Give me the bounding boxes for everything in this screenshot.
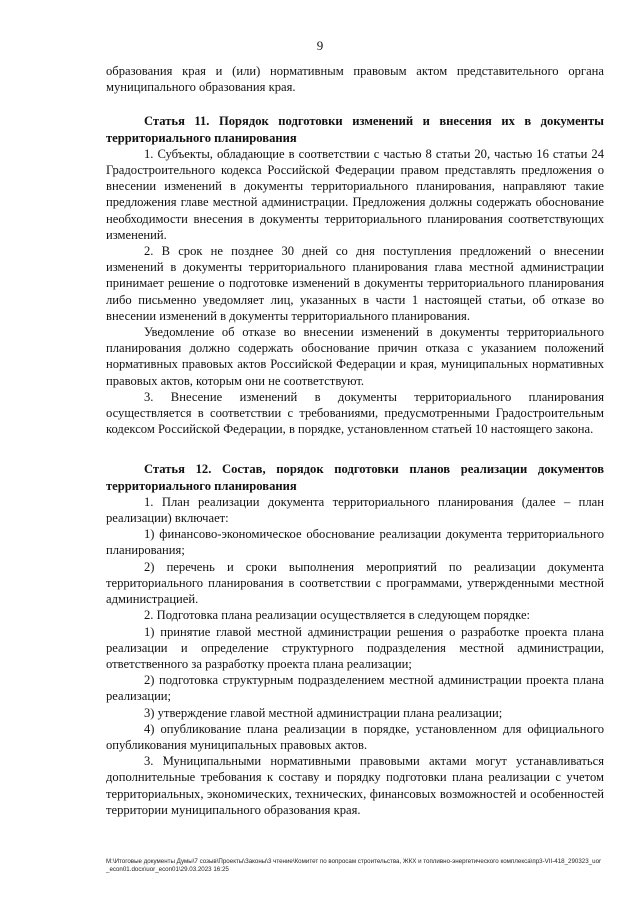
document-body: [106, 63, 604, 818]
article-12-paragraph: 3. Муниципальными нормативными правовыми актами могут устанавливаться дополнительные требования к составу и порядку подготовки плана реализации с учетом территориальных, экономических, технических, финансовых возможностей и особенностей территории муниципального образования края.: [106, 754, 604, 817]
article-11-paragraph: 2. В срок не позднее 30 дней со дня поступления предложений о внесении изменений в документы территориального планирования глава местной администрации принимает решение о подготовке изменений в документы территориального планирования либо письменно уведомляет лиц, указанных в части 1 настоящей статьи, об отказе во внесении изменений в документы территориального планирования.: [106, 244, 604, 323]
page-number: 9: [316, 38, 324, 53]
intro-paragraph: образования края и (или) нормативным правовым актом представительного органа муниципального образования края.: [106, 64, 604, 95]
article-12-list-item: 2) подготовка структурным подразделением местной администрации проекта плана реализации;: [106, 673, 604, 704]
article-12-list-item: 4) опубликование плана реализации в порядке, установленном для официального опубликования муниципальных правовых актов.: [106, 721, 604, 752]
file-path-footer: М:\Итоговые документы Думы\7 созыв\Проекты\Законы\3 чтение\Комитет по вопросам строительства, ЖКХ и топливно-энергетического комплекса\пр3-VII-418_290323_uor_econ01.docx\uor_econ01\29.03.2023 16:25: [106, 858, 602, 873]
article-12-list-item: 1) финансово-экономическое обоснование реализации документа территориального планирования;: [106, 527, 604, 558]
article-12-paragraph: 2. Подготовка плана реализации осуществляется в следующем порядке:: [144, 608, 531, 623]
article-12-list-item: 1) принятие главой местной администрации решения о разработке проекта плана реализации и определение структурного подразделения местной администрации, ответственного за разработку проекта плана реализации;: [106, 624, 604, 671]
article-11-paragraph: 1. Субъекты, обладающие в соответствии с частью 8 статьи 20, частью 16 статьи 24 Градостроительного кодекса Российской Федерации правом представлять предложения о внесении изменений в документы территориального планирования, направляют такие предложения главе местной администрации. Предложения должны содержать обоснование необходимости внесения в документы территориального планирования соответствующих изменений.: [106, 146, 604, 242]
article-12-paragraph: 1. План реализации документа территориального планирования (далее – план реализации) включает:: [106, 494, 604, 526]
article-12-list-item: 2) перечень и сроки выполнения мероприятий по реализации документа территориального планирования в соответствии с программами, утвержденными местной администрацией.: [106, 559, 604, 607]
article-11-paragraph: Уведомление об отказе во внесении изменений в документы территориального планирования должно содержать обоснование причин отказа с указанием положений нормативных правовых актов Российской Федерации и края, муниципальных нормативных правовых актов, которым они не соответствуют.: [106, 325, 604, 388]
article-11-heading: Статья 11. Порядок подготовки изменений и внесения их в документы территориального планирования: [106, 114, 604, 145]
article-12-list-item: 3) утверждение главой местной администрации плана реализации;: [144, 705, 503, 720]
article-11-paragraph: 3. Внесение изменений в документы территориального планирования осуществляется в соответствии с требованиями, предусмотренными Градостроительным кодексом Российской Федерации, в порядке, установленном статьей 10 настоящего закона.: [106, 389, 604, 437]
article-12-heading: Статья 12. Состав, порядок подготовки планов реализации документов территориального планирования: [106, 462, 604, 493]
